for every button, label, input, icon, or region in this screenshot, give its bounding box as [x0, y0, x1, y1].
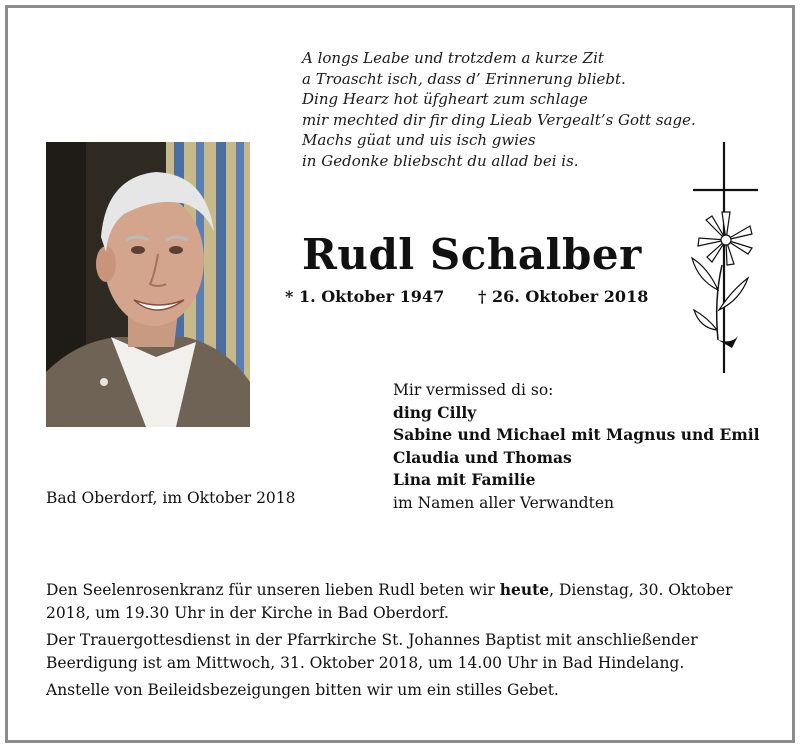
poem-line: mir mechted dir fir ding Lieab Vergealt’s Gott sage. [302, 110, 696, 129]
poem-line: A longs Leabe und trotzdem a kurze Zit [302, 49, 604, 67]
rosary-notice [46, 579, 766, 624]
poem-line: Machs güat und uis isch gwies [302, 131, 536, 149]
mourner-line: ding Cilly [393, 402, 477, 422]
condolence-notice: Anstelle von Beileidsbezeigungen bitten wir um ein stilles Gebet. [46, 681, 559, 699]
rosary-today: heute [499, 580, 550, 599]
mourner-line: Sabine und Michael mit Magnus und Emil [393, 425, 760, 445]
birth-date: * 1. Oktober 1947 [285, 287, 445, 306]
poem-line: Ding Hearz hot üfgheart zum schlage [302, 90, 588, 108]
mourners-intro: Mir vermissed di so: [393, 381, 554, 399]
deceased-name: Rudl Schalber [302, 230, 642, 279]
cross-with-edelweiss-icon [688, 140, 764, 375]
poem [302, 48, 696, 171]
mourners-list [393, 379, 760, 515]
portrait-photo [46, 142, 250, 427]
poem-line: in Gedonke bliebscht du allad bei is. [302, 151, 579, 170]
death-date: † 26. Oktober 2018 [478, 287, 649, 306]
place-and-date: Bad Oberdorf, im Oktober 2018 [46, 489, 296, 507]
service-notice: Der Trauergottesdienst in der Pfarrkirche St. Johannes Baptist mit anschließender Beerdigung ist am Mittwoch, 31. Oktober 2018, um 14.00 Uhr in Bad Hindelang. [46, 631, 698, 672]
mourners-closing: im Namen aller Verwandten [393, 493, 614, 512]
funeral-notice [46, 579, 766, 707]
poem-line: a Troascht isch, dass d’ Erinnerung bliebt. [302, 69, 626, 88]
mourner-line: Claudia und Thomas [393, 447, 572, 467]
rosary-text-cont: , Dienstag, 30. Oktober 2018, um 19.30 Uhr in der Kirche in Bad Oberdorf. [46, 581, 733, 622]
mourner-line: Lina mit Familie [393, 470, 536, 490]
rosary-text: Den Seelenrosenkranz für unseren lieben Rudl beten wir [46, 581, 500, 599]
